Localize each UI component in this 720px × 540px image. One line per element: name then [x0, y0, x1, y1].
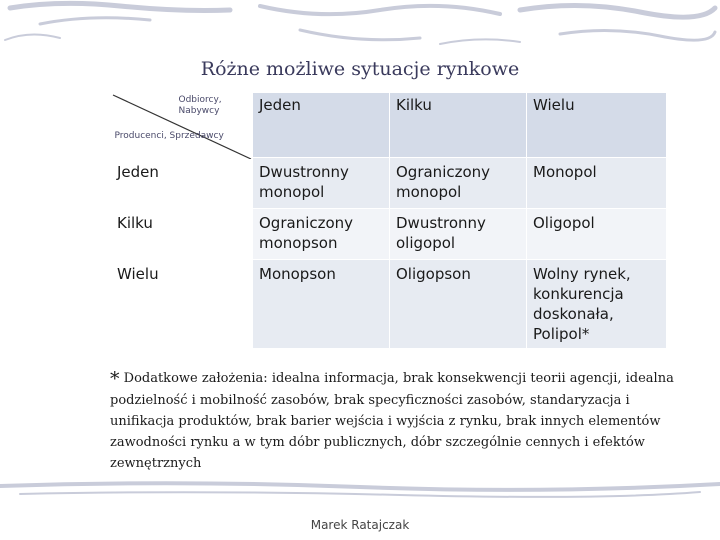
- column-header: Wielu: [527, 93, 667, 158]
- table-cell: Ograniczony monopson: [253, 209, 390, 260]
- table-row: [111, 158, 667, 209]
- row-header: Wielu: [111, 260, 253, 349]
- table-row: [111, 209, 667, 260]
- row-header: Jeden: [111, 158, 253, 209]
- footnote-marker: *: [110, 368, 120, 390]
- slide-title: Różne możliwe sytuacje rynkowe: [200, 58, 520, 80]
- sellers-axis-label: Producenci, Sprzedawcy: [114, 130, 224, 141]
- table-cell: Ograniczony monopol: [390, 158, 527, 209]
- column-header: Jeden: [253, 93, 390, 158]
- row-header: Kilku: [111, 209, 253, 260]
- table-cell: Monopson: [253, 260, 390, 349]
- table-cell: Dwustronny monopol: [253, 158, 390, 209]
- table-cell: Oligopson: [390, 260, 527, 349]
- market-situations-table: [110, 92, 667, 349]
- footnote-text: Dodatkowe założenia: idealna informacja, brak konsekwencji teorii agencji, idealna podzielność i mobilność zasobów, brak specyficzności zasobów, standaryzacja i unifikacja produktów, brak barier wejścia i wyjścia z rynku, brak innych elementów zawodności rynku a w tym dóbr publicznych, dóbr szczególnie cennych i efektów zewnętrznych: [110, 371, 674, 471]
- footnote: [110, 368, 675, 474]
- table-header-row: [111, 93, 667, 158]
- table-corner-cell: [111, 93, 253, 158]
- buyers-axis-label: Odbiorcy, Nabywcy: [178, 94, 222, 116]
- column-header: Kilku: [390, 93, 527, 158]
- table-cell: Wolny rynek, konkurencja doskonała, Polipol*: [527, 260, 667, 349]
- table-cell: Oligopol: [527, 209, 667, 260]
- table-cell: Dwustronny oligopol: [390, 209, 527, 260]
- table-row: [111, 260, 667, 349]
- table-cell: Monopol: [527, 158, 667, 209]
- footer-author: Marek Ratajczak: [310, 518, 410, 532]
